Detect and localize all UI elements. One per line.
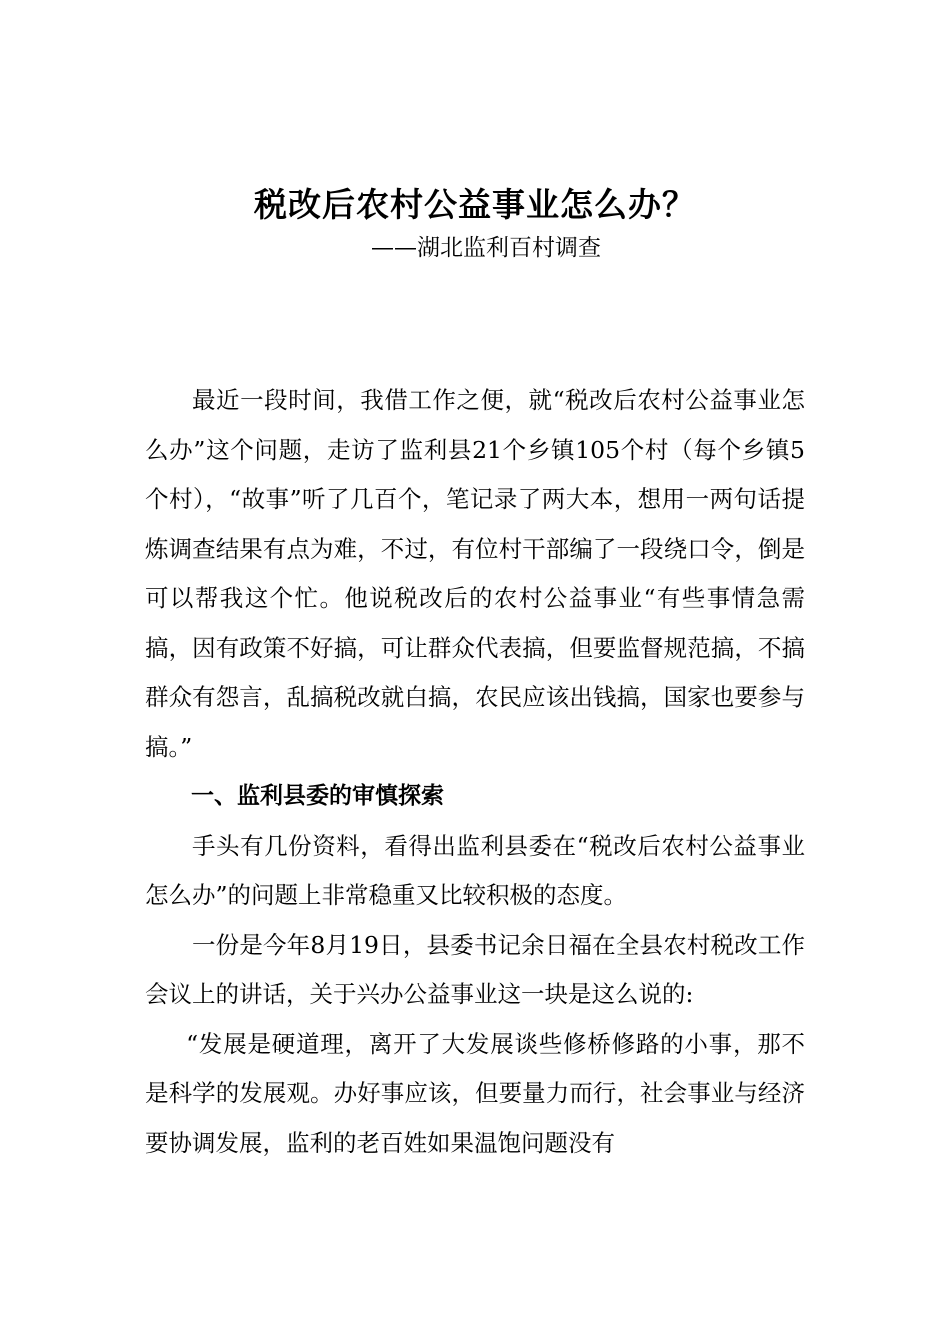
section-heading-1: 一、监利县委的审慎探索	[191, 783, 444, 809]
paragraph-quote: “发展是硬道理，离开了大发展谈些修桥修路的小事，那不是科学的发展观。办好事应该，但要量力而行，社会事业与经济要协调发展，监利的老百姓如果温饱问题没有	[145, 1029, 805, 1157]
paragraph-intro: 最近一段时间，我借工作之便，就“税改后农村公益事业怎么办”这个问题，走访了监利县21个乡镇105个村（每个乡镇5个村），“故事”听了几百个，笔记录了两大本，想用一两句话提炼调查结果有点为难，不过，有位村干部编了一段绕口令，倒是可以帮我这个忙。他说税改后的农村公益事业“有些事情急需搞，因有政策不好搞，可让群众代表搞，但要监督规范搞，不搞群众有怨言，乱搞税改就白搞，农民应该出钱搞，国家也要参与搞。”	[145, 386, 805, 761]
document-subtitle: ——湖北监利百村调查	[371, 235, 601, 261]
document-body	[145, 376, 805, 1168]
paragraph-speech: 一份是今年8月19日，县委书记余日福在全县农村税改工作会议上的讲话，关于兴办公益事业这一块是这么说的:	[145, 930, 805, 1008]
document-title: 税改后农村公益事业怎么办？	[254, 185, 696, 224]
paragraph-materials: 手头有几份资料，看得出监利县委在“税改后农村公益事业怎么办”的问题上非常稳重又比较积极的态度。	[145, 831, 805, 909]
